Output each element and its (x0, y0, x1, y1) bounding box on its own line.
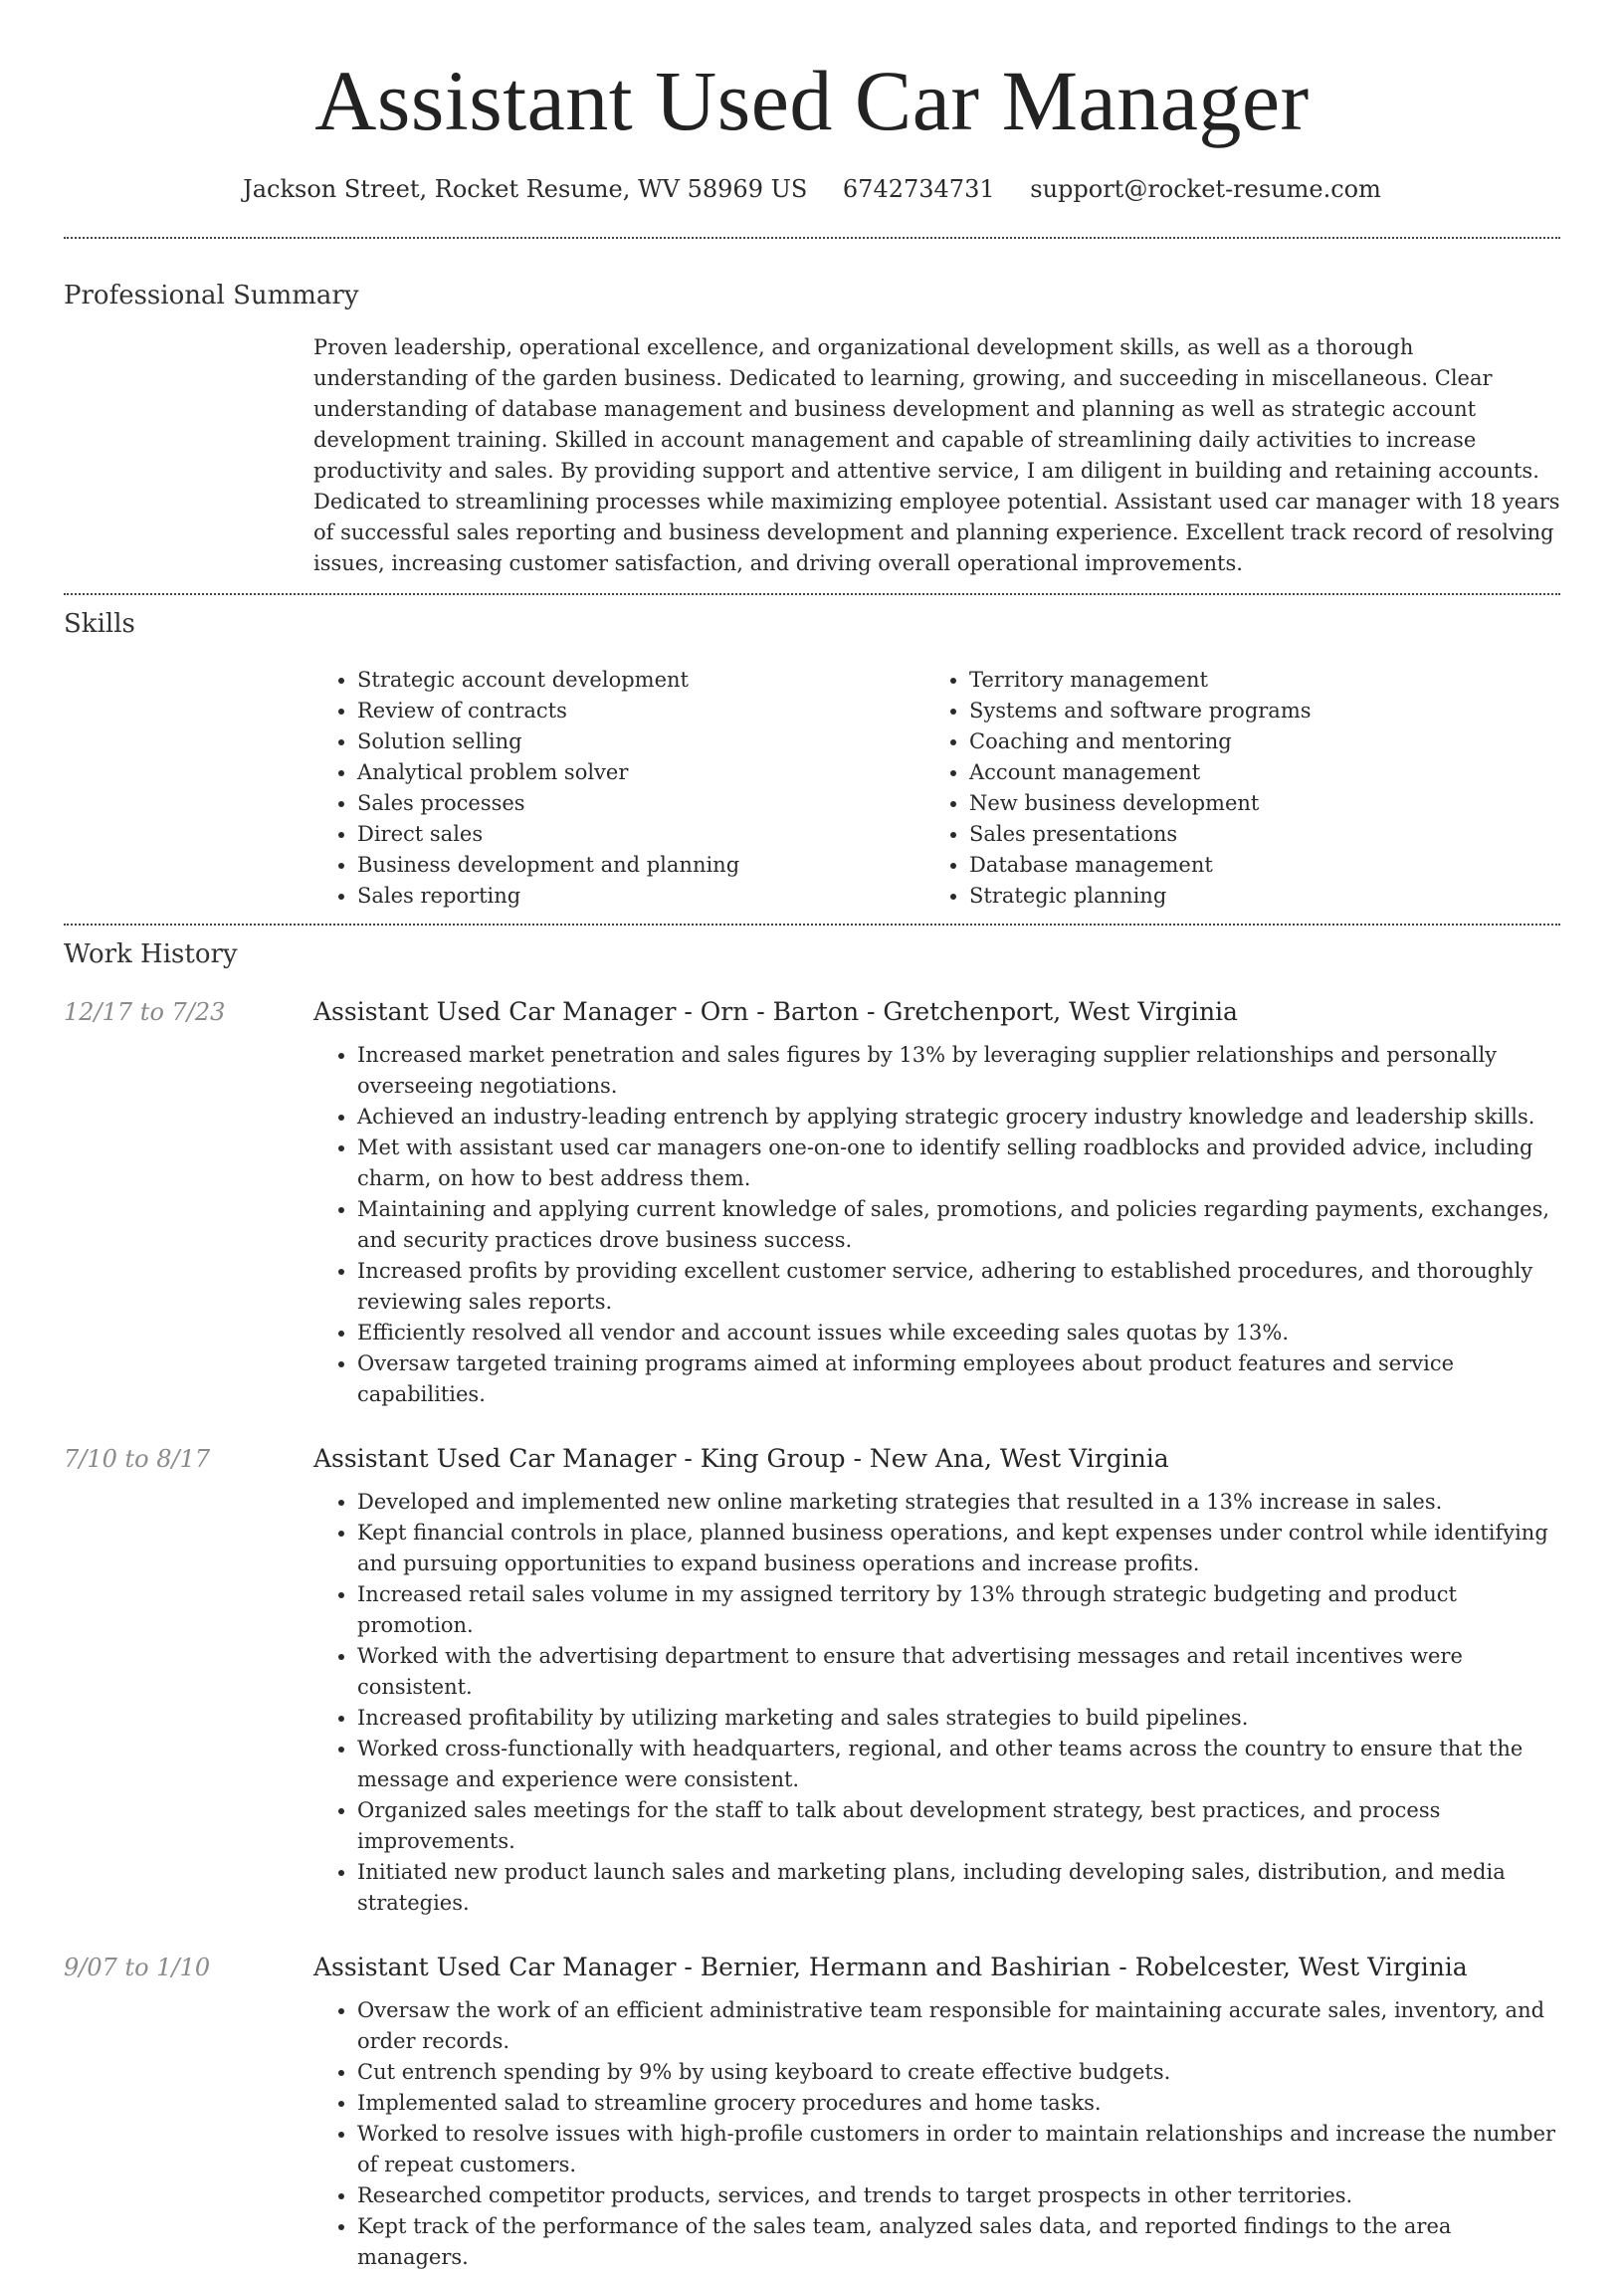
job-bullet: • Oversaw targeted training programs aimed at informing employees about product features and service capabilities. (357, 1348, 1560, 1410)
job-bullet: • Increased market penetration and sales figures by 13% by leveraging supplier relationships and personally overseeing negotiations. (357, 1040, 1560, 1102)
skill-item: • Solution selling (357, 726, 925, 757)
job-header (64, 1444, 1560, 1473)
skill-item: • Sales presentations (969, 819, 1537, 850)
job-bullet: • Implemented salad to streamline grocery procedures and home tasks. (357, 2088, 1560, 2119)
skills-column-right (925, 665, 1537, 912)
job-bullet: • Oversaw the work of an efficient administrative team responsible for maintaining accurate sales, inventory, and order records. (357, 1995, 1560, 2057)
job-bullet: • Efficiently resolved all vendor and account issues while exceeding sales quotas by 13%. (357, 1318, 1560, 1348)
job-bullet: • Developed and implemented new online marketing strategies that resulted in a 13% increase in sales. (357, 1487, 1560, 1518)
job-header (64, 1953, 1560, 1981)
job-entry (64, 1444, 1560, 1919)
skill-item: • Sales processes (357, 788, 925, 819)
skill-item: • Systems and software programs (969, 696, 1537, 726)
job-header (64, 997, 1560, 1026)
skills-list (313, 665, 1560, 912)
summary-text: Proven leadership, operational excellence, and organizational development skills, as well as a thorough understanding of the garden business. Dedicated to learning, growing, and succeeding in miscellaneous. Clear understanding of database management and business development and planning as well as strategic account development training. Skilled in account management and capable of streamlining daily activities to increase productivity and sales. By providing support and attentive service, I am diligent in building and retaining accounts. Dedicated to streamlining processes while maximizing employee potential. Assistant used car manager with 18 years of successful sales reporting and business development and planning experience. Excellent track record of resolving issues, increasing customer satisfaction, and driving overall operational improvements. (313, 335, 1560, 575)
skills-column-left (313, 665, 925, 912)
job-bullet: • Cut entrench spending by 9% by using keyboard to create effective budgets. (357, 2057, 1560, 2088)
job-bullets (313, 1995, 1560, 2273)
skill-item: • Territory management (969, 665, 1537, 696)
phone-number: 6742734731 (842, 175, 995, 203)
skill-item: • Analytical problem solver (357, 757, 925, 788)
address: Jackson Street, Rocket Resume, WV 58969 US (243, 175, 808, 203)
job-bullets (313, 1487, 1560, 1919)
job-entry (64, 1953, 1560, 2273)
email-address: support@rocket-resume.com (1030, 175, 1381, 203)
section-title-work-history: Work History (64, 939, 238, 969)
job-bullet: • Increased profits by providing excellent customer service, adhering to established procedures, and thoroughly reviewing sales reports. (357, 1256, 1560, 1318)
job-bullet: • Kept track of the performance of the sales team, analyzed sales data, and reported findings to the area managers. (357, 2211, 1560, 2273)
skill-item: • Account management (969, 757, 1537, 788)
skill-item: • Business development and planning (357, 850, 925, 881)
job-bullets (313, 1040, 1560, 1410)
skill-item: • Strategic account development (357, 665, 925, 696)
job-bullet: • Increased retail sales volume in my assigned territory by 13% through strategic budgeting and product promotion. (357, 1579, 1560, 1641)
section-title-skills: Skills (64, 609, 135, 639)
job-bullet: • Organized sales meetings for the staff to talk about development strategy, best practices, and process improvements. (357, 1795, 1560, 1857)
job-bullet: • Worked to resolve issues with high-profile customers in order to maintain relationships and increase the number of repeat customers. (357, 2119, 1560, 2180)
section-title-summary: Professional Summary (64, 281, 359, 310)
contact-line (64, 175, 1560, 203)
skill-item: • Database management (969, 850, 1537, 881)
job-bullet: • Achieved an industry-leading entrench by applying strategic grocery industry knowledge and leadership skills. (357, 1102, 1560, 1133)
job-bullet: • Maintaining and applying current knowledge of sales, promotions, and policies regarding payments, exchanges, and security practices drove business success. (357, 1194, 1560, 1256)
job-bullet: • Worked with the advertising department to ensure that advertising messages and retail incentives were consistent. (357, 1641, 1560, 1703)
skill-item: • Strategic planning (969, 881, 1537, 912)
job-bullet: • Increased profitability by utilizing marketing and sales strategies to build pipelines. (357, 1703, 1560, 1734)
job-bullet: • Kept financial controls in place, planned business operations, and kept expenses under control while identifying and pursuing opportunities to expand business operations and increase profits. (357, 1518, 1560, 1579)
job-dates: 7/10 to 8/17 (64, 1445, 211, 1473)
job-dates: 9/07 to 1/10 (64, 1954, 211, 1981)
job-bullet: • Worked cross-functionally with headquarters, regional, and other teams across the country to ensure that the message and experience were consistent. (357, 1734, 1560, 1795)
job-bullet: • Met with assistant used car managers one-on-one to identify selling roadblocks and provided advice, including charm, on how to best address them. (357, 1133, 1560, 1194)
job-role: Assistant Used Car Manager - Orn - Barton - Gretchenport, West Virginia (313, 997, 1238, 1026)
skill-item: • Coaching and mentoring (969, 726, 1537, 757)
job-bullet: • Researched competitor products, services, and trends to target prospects in other territories. (357, 2180, 1560, 2211)
skill-item: • Sales reporting (357, 881, 925, 912)
job-dates: 12/17 to 7/23 (64, 998, 226, 1026)
job-bullet: • Initiated new product launch sales and marketing plans, including developing sales, distribution, and media strategies. (357, 1857, 1560, 1919)
job-role: Assistant Used Car Manager - Bernier, Hermann and Bashirian - Robelcester, West Virginia (313, 1953, 1468, 1981)
job-entry (64, 997, 1560, 1410)
resume-title: Assistant Used Car Manager (314, 53, 1310, 148)
skill-item: • Direct sales (357, 819, 925, 850)
job-role: Assistant Used Car Manager - King Group - New Ana, West Virginia (313, 1444, 1169, 1473)
skill-item: • New business development (969, 788, 1537, 819)
skill-item: • Review of contracts (357, 696, 925, 726)
